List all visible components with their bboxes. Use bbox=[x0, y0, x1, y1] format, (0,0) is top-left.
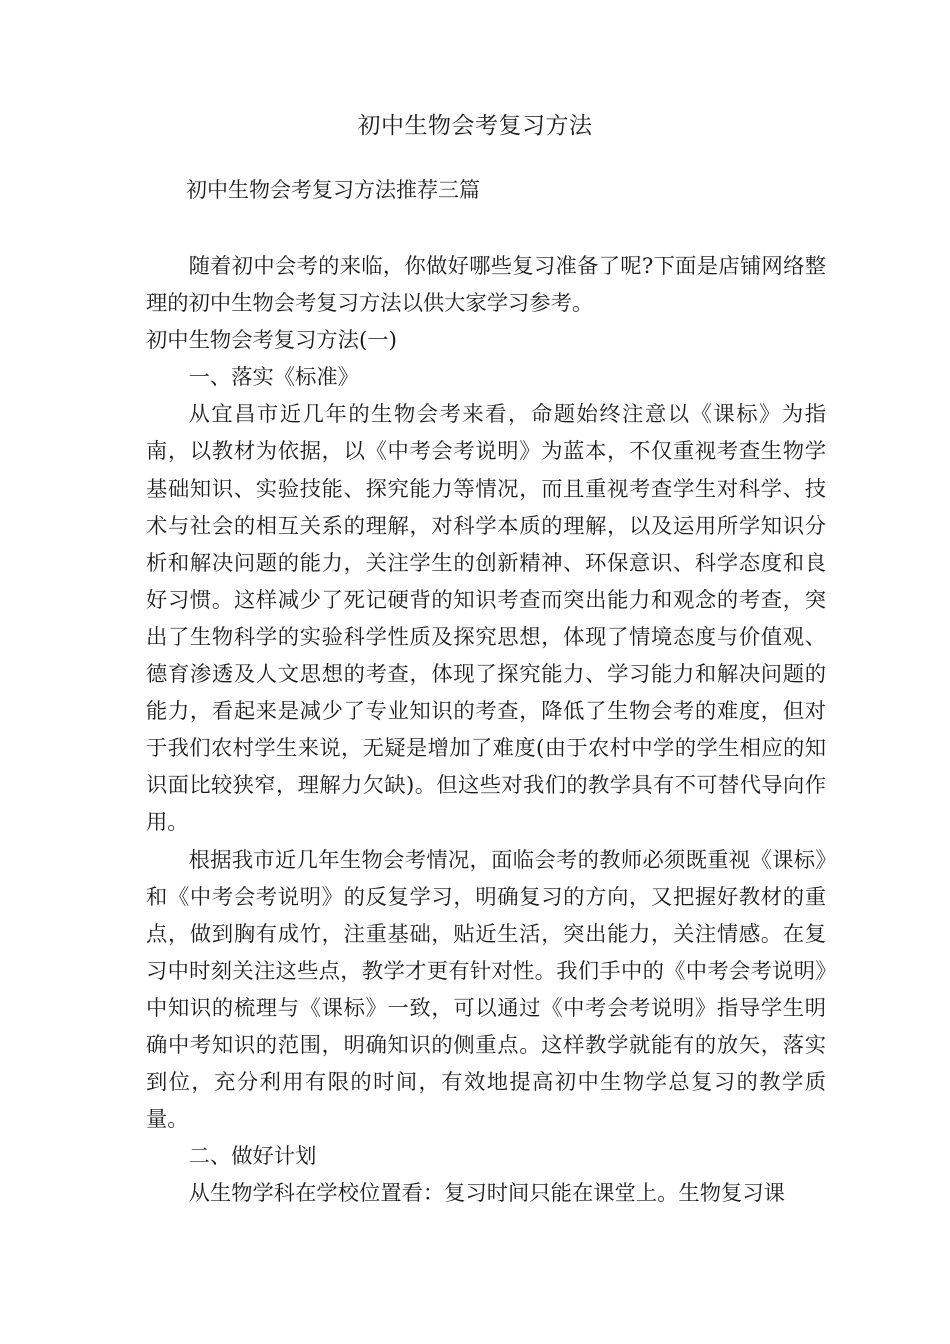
document-body bbox=[146, 248, 826, 1212]
intro-paragraph: 随着初中会考的来临，你做好哪些复习准备了呢?下面是店铺网络整理的初中生物会考复习方法以供大家学习参考。 bbox=[146, 254, 826, 317]
subheading-implement-standard: 一、落实《标准》 bbox=[188, 365, 359, 391]
paragraph-teacher-guidance: 根据我市近几年生物会考情况，面临会考的教师必须既重视《课标》和《中考会考说明》的反复学习，明确复习的方向，又把握好教材的重点，做到胸有成竹，注重基础，贴近生活，突出能力，关注情感。在复习中时刻关注这些点，教学才更有针对性。我们手中的《中考会考说明》中知识的梳理与《课标》一致，可以通过《中考会考说明》指导学生明确中考知识的范围，明确知识的侧重点。这样教学就能有的放矢，落实到位，充分利用有限的时间，有效地提高初中生物学总复习的教学质量。 bbox=[146, 847, 826, 1133]
document-title: 初中生物会考复习方法 bbox=[357, 113, 593, 139]
section-heading-method-one: 初中生物会考复习方法(一) bbox=[146, 328, 397, 354]
paragraph-subject-position: 从生物学科在学校位置看：复习时间只能在课堂上。生物复习课 bbox=[188, 1181, 785, 1207]
paragraph-exam-analysis: 从宜昌市近几年的生物会考来看，命题始终注意以《课标》为指南，以教材为依据，以《中考会考说明》为蓝本，不仅重视考查生物学基础知识、实验技能、探究能力等情况，而且重视考查学生对科学、技术与社会的相互关系的理解，对科学本质的理解，以及运用所学知识分析和解决问题的能力，关注学生的创新精神、环保意识、科学态度和良好习惯。这样减少了死记硬背的知识考查而突出能力和观念的考查，突出了生物科学的实验科学性质及探究思想，体现了情境态度与价值观、德育渗透及人文思想的考查，体现了探究能力、学习能力和解决问题的能力，看起来是减少了专业知识的考查，降低了生物会考的难度，但对于我们农村学生来说，无疑是增加了难度(由于农村中学的学生相应的知识面比较狭窄，理解力欠缺)。但这些对我们的教学具有不可替代导向作用。 bbox=[146, 402, 826, 836]
document-subtitle: 初中生物会考复习方法推荐三篇 bbox=[186, 178, 480, 202]
subheading-make-plan: 二、做好计划 bbox=[188, 1144, 317, 1170]
